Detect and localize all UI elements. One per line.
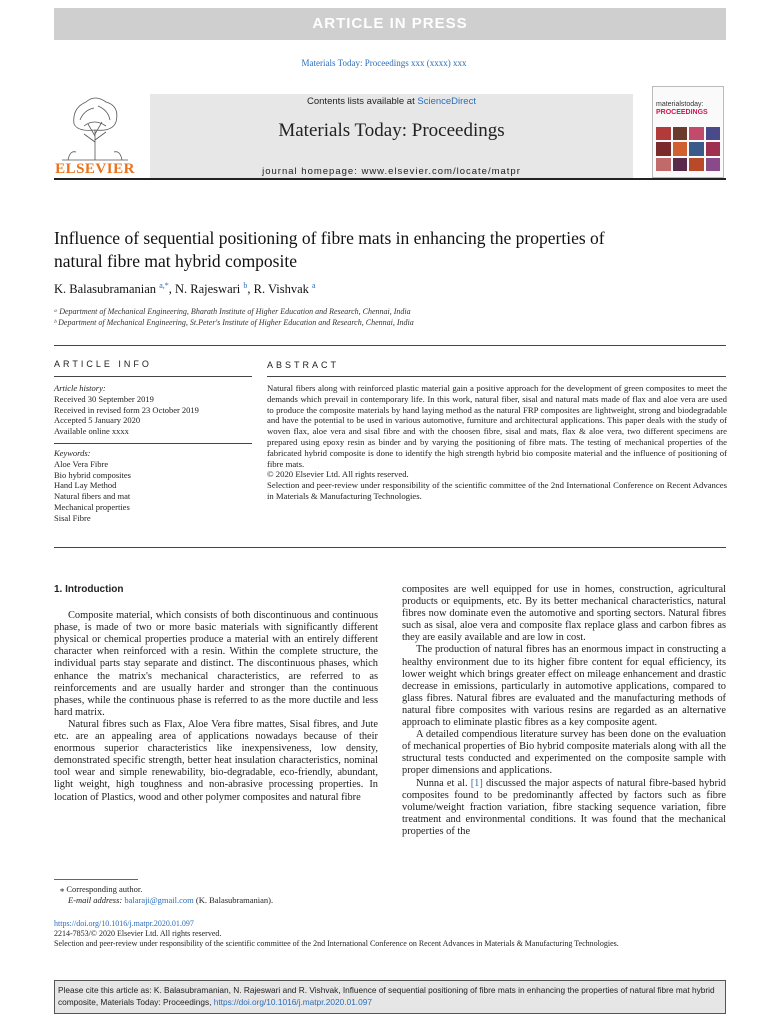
email-line: [54, 895, 384, 906]
keyword: Sisal Fibre: [54, 512, 91, 523]
cover-title-line-1: materialstoday:: [656, 101, 704, 108]
keyword: Mechanical properties: [54, 501, 130, 512]
author-separator: ,: [168, 282, 175, 297]
abstract-text: Natural fibers along with reinforced plastic material gain a positive approach for the development of green composites to meet the demands which prevail in contemporary life. In this work, natural fiber, sisal and natural mats made of flax and aloe vera are used to produce the composite materials by hand laying method as the natural FRP composites are lightweight, strong and biodegradable and have the potential to be used in various automotive, furniture and architectural applications. This paper deals with the study of woven flax, aloe vera and sisal fibre and with the choosen fibre, sisal and mats, flax & aloe vera, two different specimens are prepared using epoxy resin as binder and by varying the positioning of fibre mats. The testing of mechanical properties of the fabricated hybrid composite is done to identify the high strength hybrid bio composite material and the influence of positioning of fibre mats.: [267, 383, 727, 469]
contents-prefix: Contents lists available at: [307, 96, 418, 107]
email-label: E-mail address:: [68, 895, 125, 905]
section-heading: 1. Introduction: [54, 584, 124, 595]
reference-link[interactable]: [1]: [470, 777, 483, 789]
divider: [54, 345, 726, 346]
body-paragraph: The production of natural fibres has an enormous impact in constructing a healthy environment due to its higher fibre content for equal efficiency, its lower weight which brings greater effect on mileage enhancement and drastic decrease in emissions, particularly in automotive applications, compared to glass fibres. Natural fibres are evaluated and the manufacturing methods of natural fibre composites with various resins are regarded as an alternative approach to eliminate plastic fibres as a key composite agent.: [402, 644, 726, 729]
masthead: [54, 86, 726, 180]
abstract-peer-review: Selection and peer-review under responsibility of the scientific committee of the 2nd International Conference on Recent Advances in Materials & Manufacturing Technologies.: [267, 480, 727, 501]
paragraph-text: Nunna et al.: [416, 777, 471, 789]
issn-line: 2214-7853/© 2020 Elsevier Ltd. All rights reserved.: [54, 929, 222, 938]
author-separator: ,: [247, 282, 254, 297]
abstract-heading: ABSTRACT: [267, 360, 340, 370]
elsevier-logo: [54, 90, 136, 178]
body-paragraph: composites are well equipped for use in homes, construction, agricultural products or equipments, etc. By its better mechanical characteristics, natural fibres now dominate even the automotive and sporting sectors. Natural fibres such as sisal, aloe vera and composite flax replace glass and carbon fibres as they are easily available and are low in cost.: [402, 584, 726, 644]
keyword: Bio hybrid composites: [54, 469, 131, 480]
author-name: K. Balasubramanian: [54, 282, 157, 297]
article-title: Influence of sequential positioning of fibre mats in enhancing the properties of natural fibre mat hybrid composite: [54, 228, 605, 271]
doi-link[interactable]: https://doi.org/10.1016/j.matpr.2020.01.097: [54, 919, 194, 928]
journal-homepage[interactable]: journal homepage: www.elsevier.com/locate/matpr: [262, 166, 521, 177]
peer-review-note: Selection and peer-review under responsibility of the scientific committee of the 2nd International Conference on Recent Advances in Materials & Manufacturing Technologies.: [54, 939, 619, 948]
article-info: [54, 383, 254, 524]
divider: [54, 443, 252, 444]
author-list: [54, 281, 316, 297]
journal-cover-thumbnail: [652, 86, 724, 178]
abstract: [267, 383, 727, 502]
citation-doi-link[interactable]: https://doi.org/10.1016/j.matpr.2020.01.097: [213, 996, 372, 1007]
history-item: Accepted 5 January 2020: [54, 415, 141, 426]
cover-title: [656, 101, 708, 117]
journal-title: Materials Today: Proceedings: [278, 120, 505, 141]
tree-icon: [54, 90, 136, 162]
journal-masthead-box: [150, 94, 633, 178]
elsevier-wordmark: ELSEVIER: [55, 161, 135, 177]
footnote-rule: [54, 879, 138, 880]
article-info-heading: ARTICLE INFO: [54, 359, 152, 369]
keyword: Hand Lay Method: [54, 480, 117, 491]
divider: [54, 547, 726, 548]
history-label: Article history:: [54, 383, 106, 393]
affiliation-a: ᵃ Department of Mechanical Engineering, Bharath Institute of Higher Education and Research, Chennai, India: [54, 307, 411, 316]
body-paragraph: A detailed compendious literature survey has been done on the evaluation of mechanical properties of Bio hybrid composite materials along with all the structural tests conducted and experimented on the composite sample with proper dimensions and applications.: [402, 729, 726, 777]
citation-text: Please cite this article as: K. Balasubramanian, N. Rajeswari and R. Vishvak, Influence of sequential positioning of fibre mats in enhancing the properties of natural fibre mat hybrid composite, Materials Today: Proceedings,: [58, 985, 715, 1007]
history-item: Received in revised form 23 October 2019: [54, 404, 199, 415]
cover-image-grid: [656, 127, 720, 171]
body-left-column: [54, 584, 378, 804]
history-item: Received 30 September 2019: [54, 393, 154, 404]
divider: [54, 376, 252, 377]
abstract-copyright: © 2020 Elsevier Ltd. All rights reserved.: [267, 469, 409, 480]
front-matter: [54, 919, 726, 949]
body-paragraph: Natural fibres such as Flax, Aloe Vera fibre mattes, Sisal fibres, and Jute etc. are an appealing area of applications nowadays because of their enormous superior characteristics like inexpensiveness, low density, demonstrated specific strength, better heat insulation characteristics, nominal tool wear and simple renewability, bio-degradable, eco-friendly, abundant, light weight, high toughness and non-abrasive processing properties. In location of Plastics, wood and other polymer composites and natural fibre: [54, 718, 378, 803]
paragraph-text: discussed the major aspects of natural fibre-based hybrid composites found to be predominantly affected by factors such as fibre volume/weight fraction variation, fibre stacking sequence variation, fibre treatment and environmental conditions. It was found that the mechanical properties of the: [402, 777, 726, 837]
author-affiliation-marker[interactable]: a,*: [159, 281, 169, 290]
cover-title-line-2: PROCEEDINGS: [656, 109, 708, 116]
body-paragraph: Composite material, which consists of both discontinuous and continuous phase, is made of two or more basic materials with significantly different physical or chemical properties produce a material with an entirely different character when reinforced with a resin. Within the complete structure, the individual parts stay separate and distinct. The discontinuous phases, which enhance the matrix's mechanical characteristics, are referred to as reinforcements and are usually harder and stronger than the continuous phases, while the continuous phase is referred to as the more ductile and less hard matrix.: [54, 610, 378, 718]
sciencedirect-link[interactable]: ScienceDirect: [417, 96, 476, 107]
history-item: Available online xxxx: [54, 426, 129, 437]
keyword: Natural fibers and mat: [54, 491, 131, 502]
keywords-label: Keywords:: [54, 447, 91, 458]
keyword: Aloe Vera Fibre: [54, 458, 109, 469]
divider: [267, 376, 726, 377]
contents-line: [150, 96, 633, 107]
journal-reference[interactable]: Materials Today: Proceedings xxx (xxxx) xxx: [301, 58, 467, 68]
citation-box: [54, 980, 726, 1014]
email-link[interactable]: balaraji@gmail.com: [124, 895, 194, 905]
corresponding-author-note: ⁎ Corresponding author.: [60, 884, 143, 894]
email-suffix: (K. Balasubramanian).: [193, 895, 274, 905]
article-in-press-banner: ARTICLE IN PRESS: [54, 8, 726, 40]
footnote: [54, 884, 384, 906]
author-affiliation-marker[interactable]: a: [312, 281, 316, 290]
affiliation-b: ᵇ Department of Mechanical Engineering, St.Peter's Institute of Higher Education and Research, Chennai, India: [54, 318, 414, 327]
author-name: R. Vishvak: [253, 282, 309, 297]
author-affiliation-marker[interactable]: b: [243, 281, 248, 290]
body-paragraph: [402, 778, 726, 838]
author-name: N. Rajeswari: [175, 282, 241, 297]
body-right-column: [402, 584, 726, 838]
